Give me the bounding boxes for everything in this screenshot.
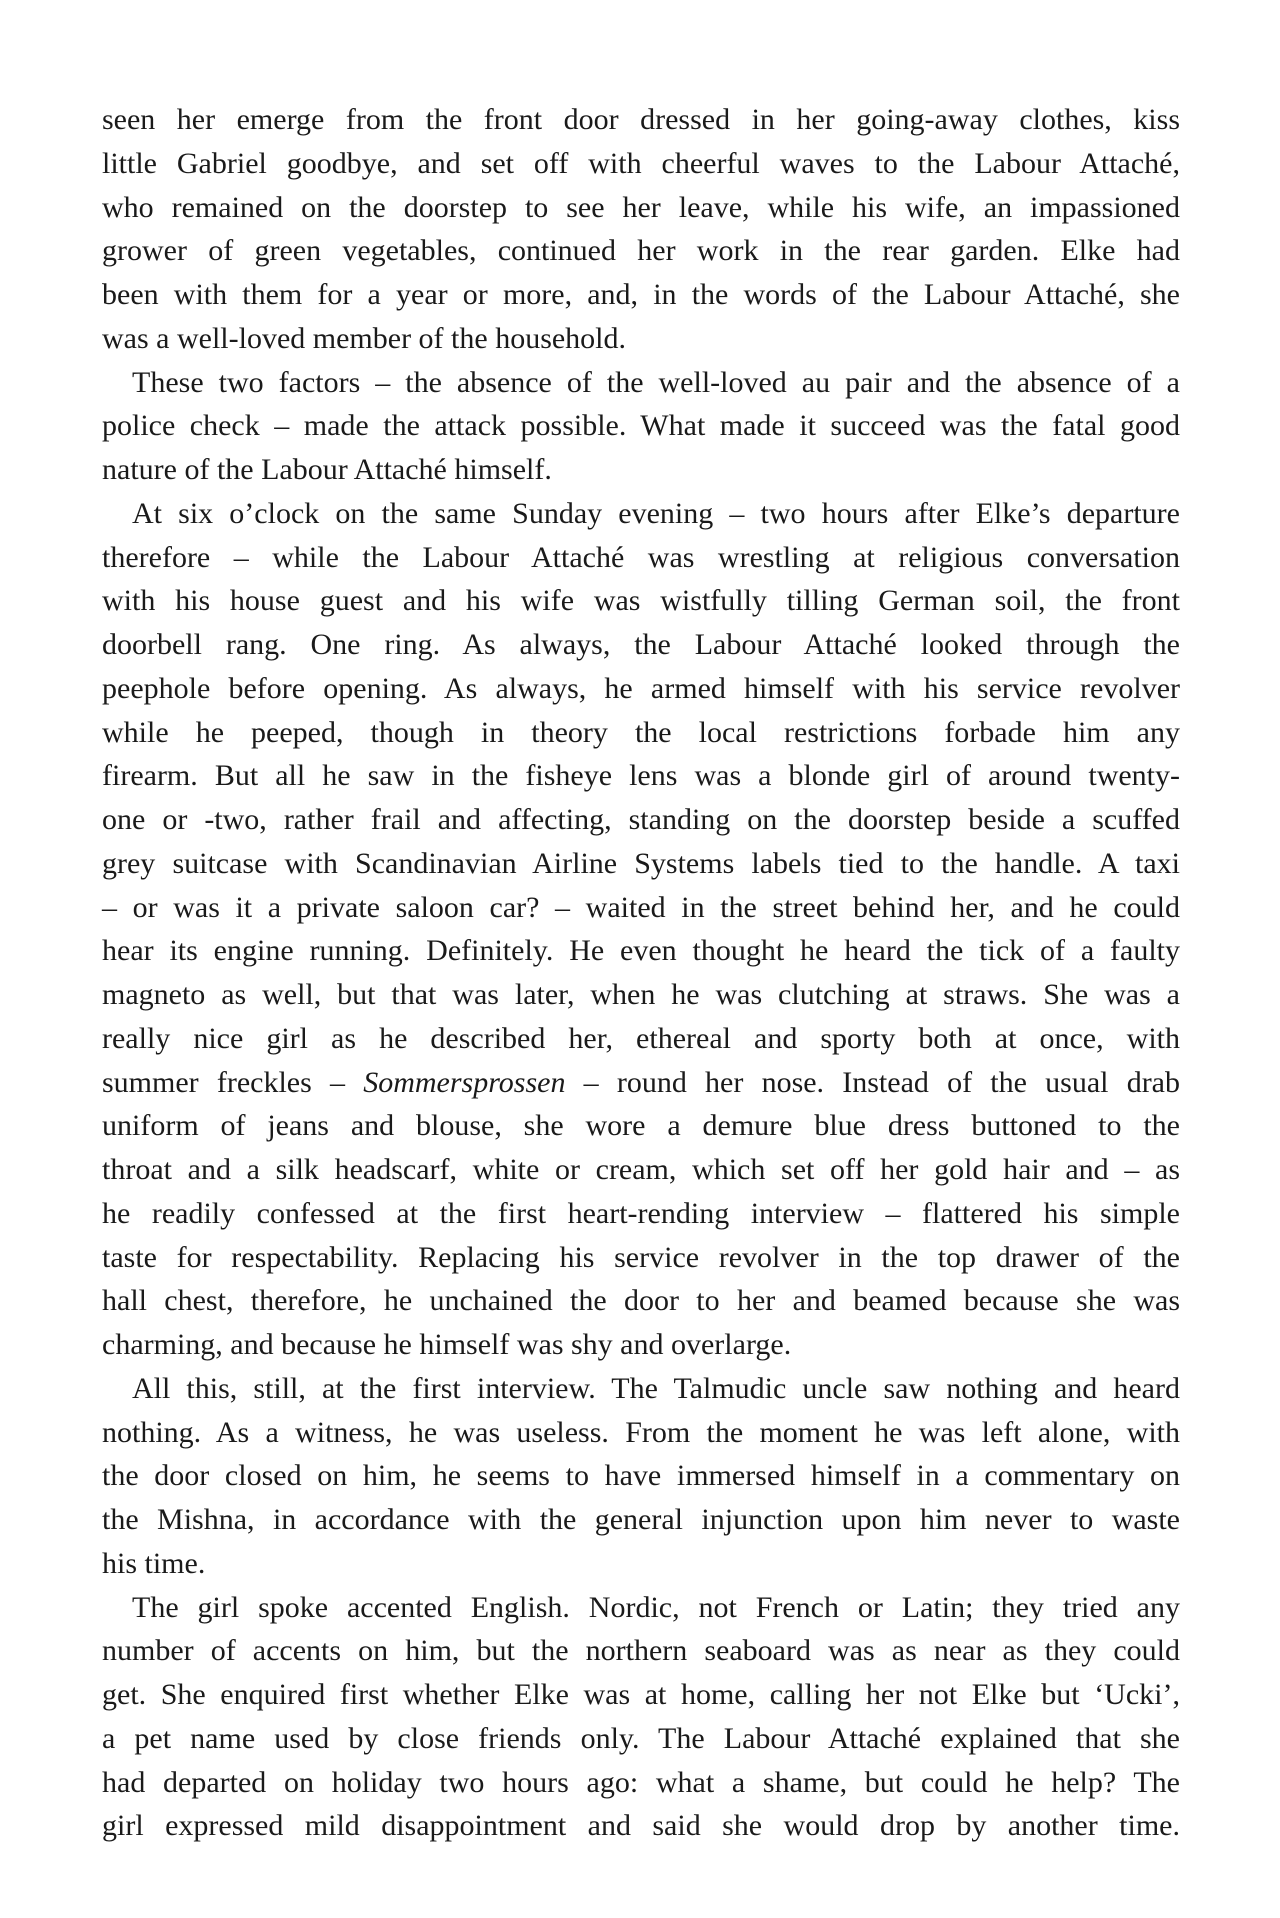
text-line: girl expressed mild disappointment and said she would drop by another time. (102, 1809, 1180, 1843)
text-line: charming, and because he himself was shy and overlarge. (102, 1328, 792, 1361)
text-line: nothing. As a witness, he was useless. From the moment he was left alone, with (102, 1415, 1180, 1449)
text-line: his time. (102, 1546, 206, 1580)
text-line: grey suitcase with Scandinavian Airline Systems labels tied to the handle. A taxi (102, 846, 1180, 880)
text-line: The girl spoke accented English. Nordic, not French or Latin; they tried any (132, 1590, 1180, 1624)
text-line: grower of green vegetables, continued her work in the rear garden. Elke had (102, 234, 1180, 268)
text-line: was a well-loved member of the household. (102, 321, 627, 355)
paragraph (102, 492, 1180, 1367)
text-line: a pet name used by close friends only. The Labour Attaché explained that she (102, 1721, 1180, 1755)
text-line: who remained on the doorstep to see her leave, while his wife, an impassioned (102, 190, 1180, 224)
text-line: – or was it a private saloon car? – waited in the street behind her, and he could (102, 890, 1180, 924)
text-line: had departed on holiday two hours ago: what a shame, but could he help? The (102, 1765, 1180, 1799)
text-line: hall chest, therefore, he unchained the door to her and beamed because she was (102, 1284, 1180, 1318)
paragraph (102, 1367, 1180, 1586)
text-line: taste for respectability. Replacing his service revolver in the top drawer of the (102, 1240, 1180, 1274)
text-line: uniform of jeans and blouse, she wore a demure blue dress buttoned to the (102, 1109, 1180, 1143)
text-line: hear its engine running. Definitely. He even thought he heard the tick of a faulty (102, 934, 1180, 968)
text-line: summer freckles – Sommersprossen – round her nose. Instead of the usual drab (102, 1065, 1180, 1099)
text-line: with his house guest and his wife was wistfully tilling German soil, the front (102, 584, 1180, 618)
text-line: All this, still, at the first interview. The Talmudic uncle saw nothing and heard (132, 1371, 1180, 1405)
text-line: police check – made the attack possible. What made it succeed was the fatal good (102, 409, 1180, 443)
text-line: throat and a silk headscarf, white or cream, which set off her gold hair and – as (102, 1153, 1180, 1186)
text-line: seen her emerge from the front door dressed in her going-away clothes, kiss (102, 103, 1180, 136)
text-line: therefore – while the Labour Attaché was wrestling at religious conversation (102, 540, 1180, 574)
text-line: the Mishna, in accordance with the general injunction upon him never to waste (102, 1503, 1180, 1536)
text-line: little Gabriel goodbye, and set off with cheerful waves to the Labour Attaché, (102, 146, 1180, 180)
text-line: get. She enquired first whether Elke was at home, calling her not Elke but ‘Ucki’, (102, 1678, 1180, 1711)
text-line: really nice girl as he described her, ethereal and sporty both at once, with (102, 1021, 1180, 1055)
italic-term: Sommersprossen (363, 1065, 566, 1099)
text-line: These two factors – the absence of the well-loved au pair and the absence of a (132, 365, 1180, 399)
text-line: firearm. But all he saw in the fisheye lens was a blonde girl of around twenty- (102, 759, 1180, 793)
text-line: he readily confessed at the first heart-rending interview – flattered his simple (102, 1196, 1180, 1230)
text-line: been with them for a year or more, and, in the words of the Labour Attaché, she (102, 278, 1180, 311)
text-line: peephole before opening. As always, he armed himself with his service revolver (102, 671, 1180, 705)
page-text-block (102, 98, 1180, 1848)
text-line: number of accents on him, but the northern seaboard was as near as they could (102, 1634, 1180, 1668)
text-line: the door closed on him, he seems to have immersed himself in a commentary on (102, 1459, 1180, 1493)
paragraph (102, 1586, 1180, 1849)
text-line: one or -two, rather frail and affecting, standing on the doorstep beside a scuffed (102, 803, 1180, 836)
paragraph (102, 98, 1180, 361)
text-line: magneto as well, but that was later, when he was clutching at straws. She was a (102, 978, 1180, 1011)
text-line: doorbell rang. One ring. As always, the Labour Attaché looked through the (102, 628, 1180, 661)
paragraph (102, 361, 1180, 492)
text-line: At six o’clock on the same Sunday evening – two hours after Elke’s departure (132, 496, 1180, 530)
text-line: while he peeped, though in theory the local restrictions forbade him any (102, 715, 1180, 749)
text-line: nature of the Labour Attaché himself. (102, 453, 552, 486)
